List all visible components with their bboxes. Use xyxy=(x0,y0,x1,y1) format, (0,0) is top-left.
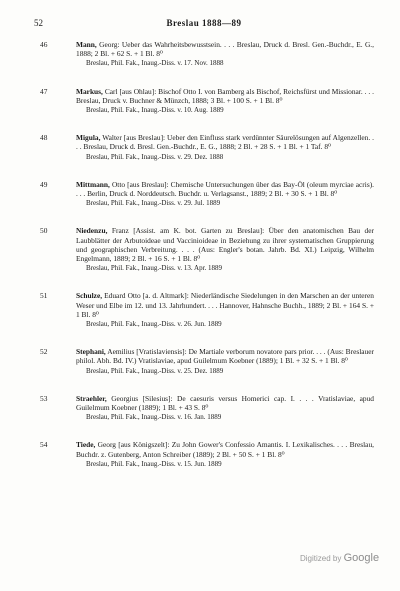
entry-citation: Walter [aus Breslau]: Ueber den Einfluss stark verdünnter Säurelösungen auf Algenzellen. . . . Breslau, Druck d. Bresl. Gen.-Buchdr., E. G., 1888; 2 Bl. + 28 S. + 1 Bl. + 1 Taf. 8⁰ xyxy=(76,133,374,152)
entry-number: 46 xyxy=(40,40,48,49)
bibliography-entry xyxy=(34,180,374,209)
entry-number: 52 xyxy=(40,347,48,357)
bibliography-entry xyxy=(34,40,374,69)
entry-number: 54 xyxy=(40,440,48,450)
dissertation-note: Breslau, Phil. Fak., Inaug.-Diss. v. 29. Dez. 1888 xyxy=(86,152,224,161)
entry-citation: Georgius [Silesius]: De caesuris versus Homerici cap. I. . . . Vratislaviae, apud Guilelmum Koebner (1889); 1 Bl. + 43 S. 8⁰ xyxy=(76,393,374,413)
dissertation-note: Breslau, Phil. Fak., Inaug.-Diss. v. 15. Jun. 1889 xyxy=(86,459,222,468)
entry-citation: Aemilius [Vratislaviensis]: De Martiale verborum novatore pars prior. . . . (Aus: Breslauer philol. Abh. Bd. IV.) Vratislaviae, apud Guilelmum Koebner (1889); 1 Bl. + 32 S. + 1 Bl. 8⁰ xyxy=(76,347,374,366)
dissertation-note: Breslau, Phil. Fak., Inaug.-Diss. v. 26. Jun. 1889 xyxy=(86,320,222,329)
entry-number: 47 xyxy=(40,86,48,96)
bibliography-entry xyxy=(34,394,374,423)
entry-citation: Franz [Assist. am K. bot. Garten zu Breslau]: Über den anatomischen Bau der Laubblätter der Arbutoideae und Vaccinioideae in Beziehung zu ihrer systematischen Gruppierung und geographischen Verbreitung. . . . (Aus: Engler's botan. Jahrb. Bd. XI.) Leipzig, Wilhelm Engelmann, 1889; 2 Bl. + 16 S. + 1 Bl. 8⁰ xyxy=(76,226,374,264)
dissertation-note: Breslau, Phil. Fak., Inaug.-Diss. v. 10. Aug. 1889 xyxy=(86,106,224,115)
dissertation-note: Breslau, Phil. Fak., Inaug.-Diss. v. 13. Apr. 1889 xyxy=(86,264,223,273)
bibliography-entry xyxy=(34,440,374,469)
dissertation-note: Breslau, Phil. Fak., Inaug.-Diss. v. 25. Dez. 1889 xyxy=(86,366,224,375)
bibliography-entry xyxy=(34,347,374,376)
bibliography-entry xyxy=(34,226,374,273)
bibliography-entry xyxy=(34,133,374,162)
bibliography-entry xyxy=(34,87,374,116)
page-number: 52 xyxy=(34,18,43,28)
author-name: Tiede, xyxy=(76,440,96,450)
entry-number: 49 xyxy=(40,179,48,189)
author-name: Schulze, xyxy=(76,291,103,301)
author-name: Niedenzu, xyxy=(76,226,108,236)
entry-number: 51 xyxy=(40,291,48,301)
entry-number: 48 xyxy=(40,133,48,143)
author-name: Straehler, xyxy=(76,393,107,403)
dissertation-note: Breslau, Phil. Fak., Inaug.-Diss. v. 29. Jul. 1889 xyxy=(86,199,221,208)
running-title: Breslau 1888—89 xyxy=(166,18,242,28)
digitization-watermark xyxy=(300,552,379,564)
bibliography-entry xyxy=(34,291,374,329)
author-name: Markus, xyxy=(76,86,103,96)
page-header xyxy=(34,18,374,32)
author-name: Stephani, xyxy=(76,347,106,357)
entry-number: 53 xyxy=(40,393,48,403)
author-name: Migula, xyxy=(76,133,101,143)
entry-citation: Carl [aus Ohlau]: Bischof Otto I. von Bamberg als Bischof, Reichsfürst und Missionar. . . . Breslau, Druck v. Buchner & Münzch, 1888; 3 Bl. + 100 S. + 1 Bl. 8⁰ xyxy=(76,86,374,105)
dissertation-note: Breslau, Phil. Fak., Inaug.-Diss. v. 17. Nov. 1888 xyxy=(86,59,224,68)
entry-list xyxy=(34,40,374,487)
entry-citation: Otto [aus Breslau]: Chemische Untersuchungen über das Bay-Öl (oleum myrciae acris). . . . Berlin, Druck d. Norddeutsch. Buchdr. u. Verlagsanst., 1889; 2 Bl. + 30 S. + 1 Bl. 8⁰ xyxy=(76,179,374,199)
entry-citation: Eduard Otto [a. d. Altmark]: Niederländische Siedelungen in den Marschen an der unteren Weser und Elbe im 12. und 13. Jahrhundert. . . . Hannover, Hahnsche Buchh., 1889; 2 Bl. + 164 S. + 1 Bl. 8⁰ xyxy=(76,291,374,319)
entry-citation: Georg [aus Königszelt]: Zu John Gower's Confessio Amantis. I. Lexikalisches. . . . Breslau, Buchdr. z. Gutenberg, Anton Schreiber (1889); 2 Bl. + 50 S. + 1 Bl. 8⁰ xyxy=(76,440,374,459)
watermark-prefix: Digitized by xyxy=(300,554,342,563)
entry-number: 50 xyxy=(40,226,48,236)
dissertation-note: Breslau, Phil. Fak., Inaug.-Diss. v. 16. Jan. 1889 xyxy=(86,413,222,422)
watermark-brand: Google xyxy=(343,552,380,564)
author-name: Mittmann, xyxy=(76,179,110,189)
author-name: Mann, xyxy=(76,40,97,49)
entry-citation: Georg: Ueber das Wahrheitsbewusstsein. . . . Breslau, Druck d. Bresl. Gen.-Buchdr., E. G., 1888; 2 Bl. + 62 S. + 1 Bl. 8⁰ xyxy=(76,40,374,59)
